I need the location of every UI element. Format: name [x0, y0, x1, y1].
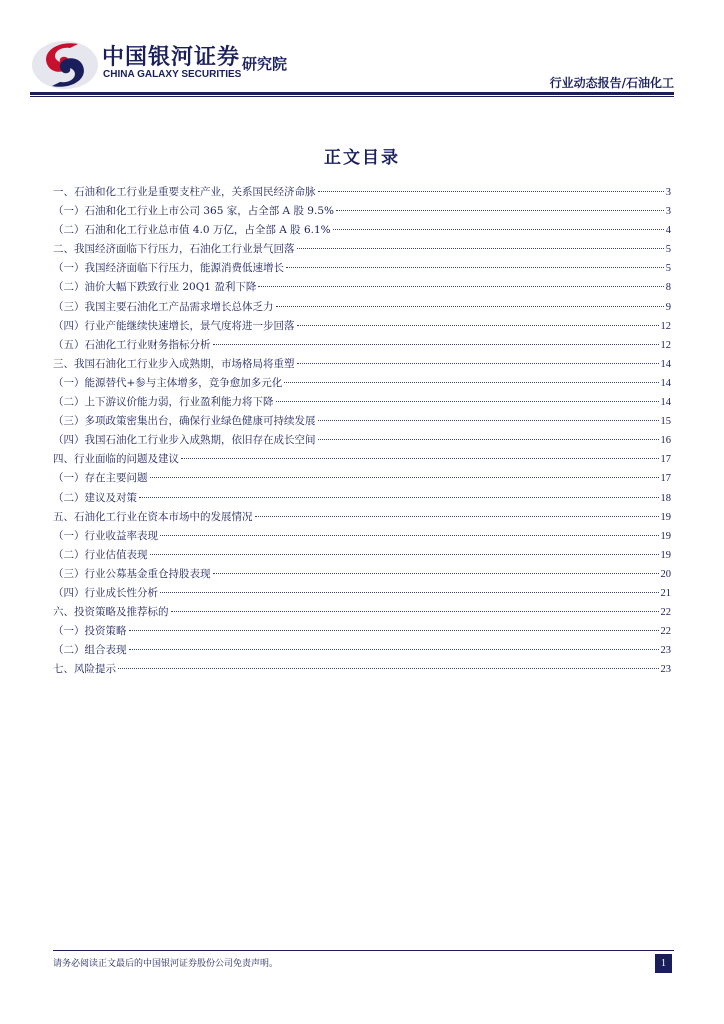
toc-entry-title: （二）组合表现 [53, 644, 127, 657]
toc-entry-title: （二）上下游议价能力弱，行业盈利能力将下降 [53, 396, 274, 409]
toc-dot-leader [150, 476, 659, 478]
toc-entry-page: 8 [665, 282, 671, 294]
toc-dot-leader [118, 667, 659, 669]
toc-entry-page: 4 [665, 225, 671, 237]
toc-entry[interactable] [53, 622, 671, 641]
toc-dot-leader [213, 572, 659, 574]
toc-entry[interactable] [53, 584, 671, 603]
toc-dot-leader [318, 438, 659, 440]
toc-dot-leader [181, 457, 659, 459]
toc-entry[interactable] [53, 202, 671, 221]
toc-dot-leader [297, 247, 664, 249]
toc-dot-leader [171, 610, 659, 612]
logo-english-name: CHINA GALAXY SECURITIES [103, 69, 242, 80]
toc-entry-page: 16 [660, 435, 671, 447]
toc-entry-page: 22 [660, 607, 671, 619]
toc-entry-page: 23 [660, 664, 671, 676]
toc-entry-page: 5 [665, 263, 671, 275]
toc-entry-page: 12 [660, 320, 671, 332]
toc-entry-title: （三）我国主要石油化工产品需求增长总体乏力 [53, 300, 274, 313]
toc-entry[interactable] [53, 660, 671, 679]
toc-dot-leader [276, 400, 659, 402]
toc-entry[interactable] [53, 259, 671, 278]
page-title: 正文目录 [324, 148, 400, 168]
toc-entry[interactable] [53, 240, 671, 259]
toc-entry-title: 三、我国石油化工行业步入成熟期，市场格局将重塑 [53, 357, 295, 370]
footer-divider [53, 950, 674, 951]
toc-entry[interactable] [53, 603, 671, 622]
toc-entry-title: 七、风险提示 [53, 663, 116, 676]
toc-entry[interactable] [53, 183, 671, 202]
toc-entry-title: （一）投资策略 [53, 625, 127, 638]
toc-entry[interactable] [53, 374, 671, 393]
toc-entry[interactable] [53, 546, 671, 565]
toc-dot-leader [129, 648, 659, 650]
toc-entry[interactable] [53, 355, 671, 374]
toc-entry-page: 23 [660, 645, 671, 657]
toc-entry-title: （一）存在主要问题 [53, 472, 148, 485]
toc-entry-title: 四、行业面临的问题及建议 [53, 453, 179, 466]
toc-entry-title: （四）行业成长性分析 [53, 586, 158, 599]
toc-entry[interactable] [53, 527, 671, 546]
toc-entry[interactable] [53, 412, 671, 431]
toc-entry-title: （一）行业收益率表现 [53, 529, 158, 542]
toc-entry-page: 3 [665, 206, 671, 218]
toc-dot-leader [318, 190, 664, 192]
toc-entry-title: （四）我国石油化工行业步入成熟期，依旧存在成长空间 [53, 434, 316, 447]
header-divider-thin [30, 96, 674, 97]
toc-entry-page: 20 [660, 568, 671, 580]
toc-entry[interactable] [53, 489, 671, 508]
toc-entry[interactable] [53, 336, 671, 355]
toc-entry-title: （一）我国经济面临下行压力，能源消费低速增长 [53, 262, 284, 275]
toc-dot-leader [213, 343, 659, 345]
toc-entry[interactable] [53, 641, 671, 660]
toc-entry[interactable] [53, 393, 671, 412]
logo-institute: 研究院 [242, 55, 288, 73]
toc-dot-leader [139, 496, 659, 498]
toc-entry-page: 9 [665, 301, 671, 313]
toc-entry-title: （四）行业产能继续快速增长，景气度将进一步回落 [53, 319, 295, 332]
toc-entry-page: 17 [660, 473, 671, 485]
toc-entry-page: 12 [660, 339, 671, 351]
toc-entry-page: 14 [660, 358, 671, 370]
logo-chinese-name: 中国银河证券 [102, 45, 241, 70]
toc-entry-page: 19 [660, 530, 671, 542]
toc-entry-title: （二）油价大幅下跌致行业 20Q1 盈利下降 [53, 281, 257, 294]
toc-entry[interactable] [53, 221, 671, 240]
toc-entry-title: （二）建议及对策 [53, 491, 137, 504]
toc-dot-leader [258, 285, 663, 287]
toc-dot-leader [297, 324, 659, 326]
toc-entry[interactable] [53, 317, 671, 336]
toc-entry-title: （一）能源替代+参与主体增多，竞争愈加多元化 [53, 376, 283, 389]
toc-dot-leader [160, 534, 659, 536]
toc-dot-leader [333, 228, 664, 230]
toc-entry-title: （三）多项政策密集出台，确保行业绿色健康可持续发展 [53, 415, 316, 428]
toc-entry-page: 3 [665, 187, 671, 198]
toc-dot-leader [318, 419, 659, 421]
toc-entry[interactable] [53, 278, 671, 297]
toc-entry[interactable] [53, 469, 671, 488]
toc-entry-title: （二）石油和化工行业总市值 4.0 万亿，占全部 A 股 6.1% [53, 224, 331, 237]
toc-entry[interactable] [53, 431, 671, 450]
report-type: 行业动态报告/石油化工 [549, 76, 674, 90]
toc-entry-page: 5 [665, 244, 671, 256]
toc-entry[interactable] [53, 508, 671, 527]
toc-entry-title: （一）石油和化工行业上市公司 365 家，占全部 A 股 9.5% [53, 205, 334, 218]
toc-entry-title: 六、投资策略及推荐标的 [53, 606, 169, 619]
toc-dot-leader [297, 362, 659, 364]
toc-entry-title: （五）石油化工行业财务指标分析 [53, 338, 211, 351]
toc-dot-leader [255, 515, 659, 517]
table-of-contents [53, 183, 671, 679]
toc-entry[interactable] [53, 565, 671, 584]
toc-entry-title: 二、我国经济面临下行压力，石油化工行业景气回落 [53, 243, 295, 256]
header-divider [30, 92, 674, 95]
company-logo [30, 38, 306, 94]
page-header [0, 0, 724, 100]
toc-entry-page: 14 [660, 397, 671, 409]
toc-entry-page: 17 [660, 454, 671, 466]
toc-entry-title: （二）行业估值表现 [53, 548, 148, 561]
toc-entry-page: 22 [660, 626, 671, 638]
toc-dot-leader [150, 553, 659, 555]
toc-dot-leader [129, 629, 659, 631]
toc-entry-title: （三）行业公募基金重仓持股表现 [53, 567, 211, 580]
toc-entry-page: 15 [660, 416, 671, 428]
toc-entry[interactable] [53, 450, 671, 469]
toc-dot-leader [276, 305, 664, 307]
toc-entry-page: 14 [660, 377, 671, 389]
toc-entry-page: 18 [660, 492, 671, 504]
galaxy-swirl-logo-icon [30, 38, 100, 92]
toc-entry-title: 五、石油化工行业在资本市场中的发展情况 [53, 510, 253, 523]
toc-dot-leader [286, 266, 664, 268]
toc-entry-title: 一、石油和化工行业是重要支柱产业，关系国民经济命脉 [53, 186, 316, 198]
toc-dot-leader [160, 591, 659, 593]
toc-dot-leader [284, 381, 658, 383]
toc-entry[interactable] [53, 298, 671, 317]
toc-entry-page: 21 [660, 587, 671, 599]
footer-disclaimer: 请务必阅读正文最后的中国银河证券股份公司免责声明。 [53, 959, 279, 969]
toc-dot-leader [336, 209, 664, 211]
page-number-badge: 1 [655, 954, 672, 973]
toc-entry-page: 19 [660, 511, 671, 523]
toc-entry-page: 19 [660, 549, 671, 561]
